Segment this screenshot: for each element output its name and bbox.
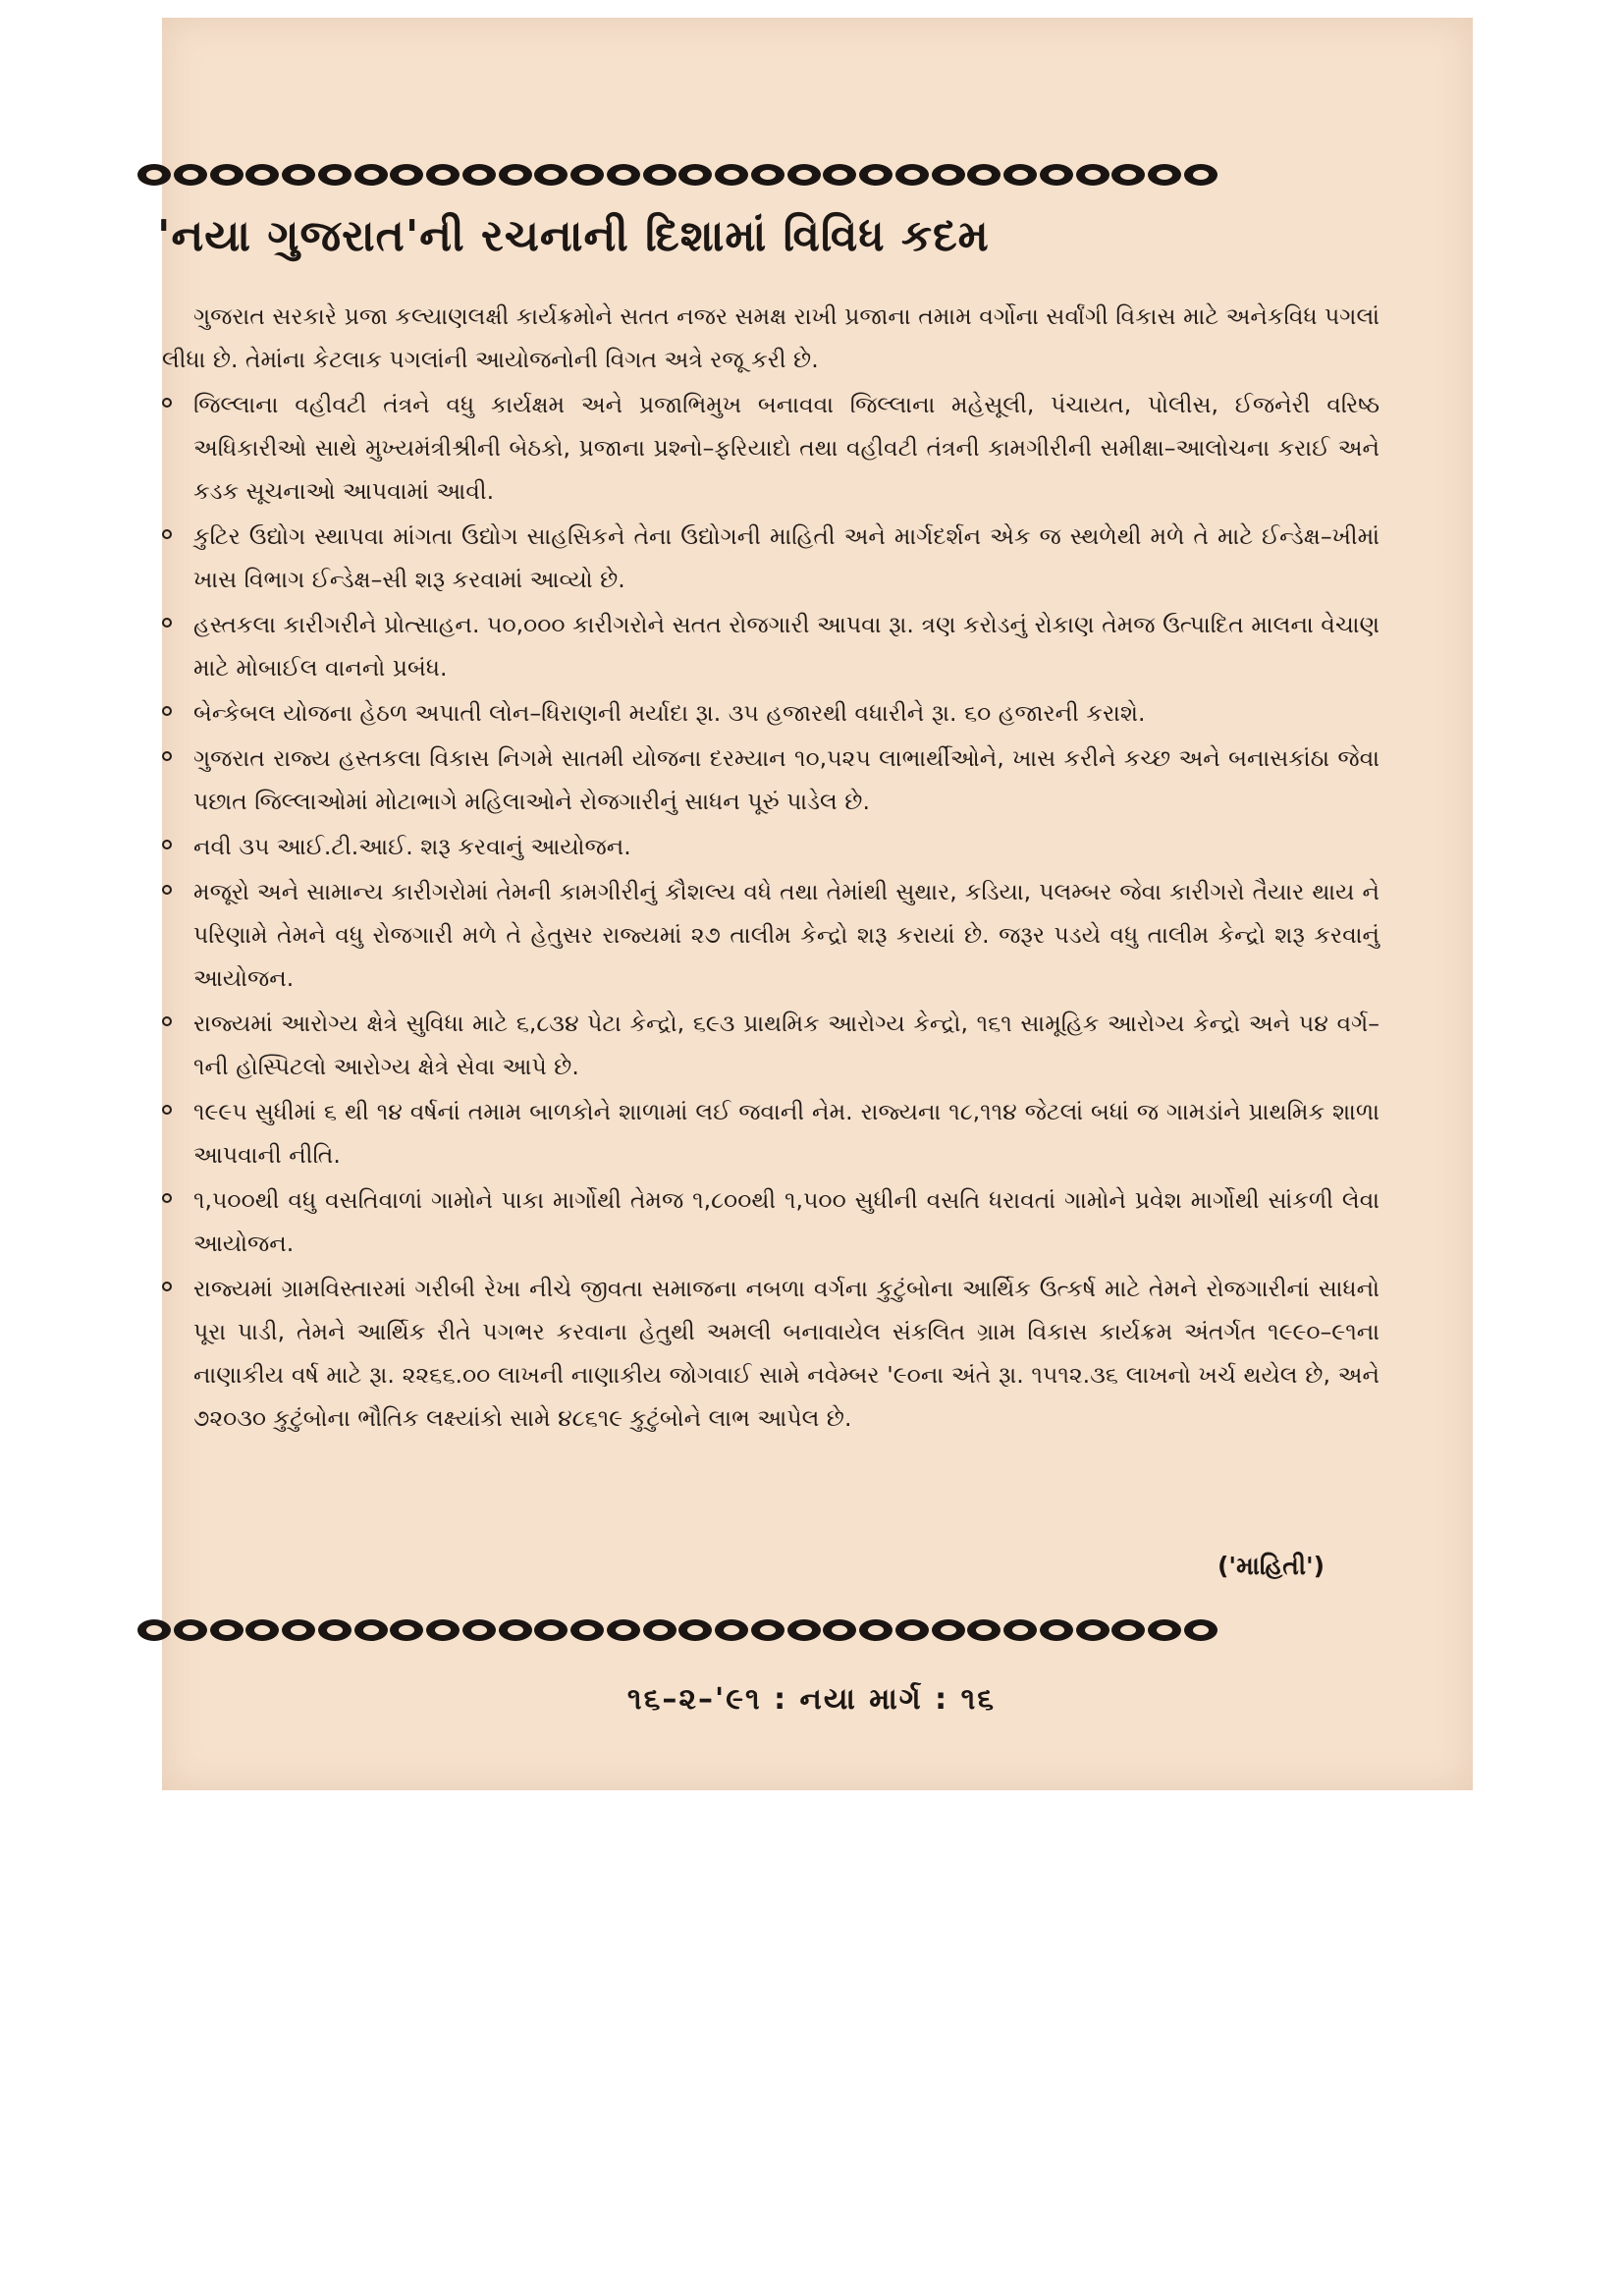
bullet-icon bbox=[162, 398, 172, 408]
bullet-icon bbox=[162, 1016, 172, 1026]
page-footer: ૧૬–૨–'૯૧ : નયા માર્ગ : ૧૬ bbox=[626, 1682, 997, 1717]
list-item: કુટિર ઉદ્યોગ સ્થાપવા માંગતા ઉદ્યોગ સાહસિકને તેના ઉદ્યોગની માહિતી અને માર્ગદર્શન એક જ સ્થળેથી મળે તે માટે ઈન્ડેક્ષ–ખીમાં ખાસ વિભાગ ઈન્ડેક્ષ–સી શરૂ કરવામાં આવ્યો છે. bbox=[162, 515, 1380, 601]
bullet-icon bbox=[162, 1105, 172, 1115]
bullet-icon bbox=[162, 1193, 172, 1203]
bullet-icon bbox=[162, 529, 172, 539]
bullet-icon bbox=[162, 840, 172, 849]
source-credit: ('માહિતી') bbox=[1217, 1552, 1325, 1580]
list-item: મજૂરો અને સામાન્ય કારીગરોમાં તેમની કામગીરીનું કૌશલ્ય વધે તથા તેમાંથી સુથાર, કડિયા, પલમ્બર જેવા કારીગરો તૈયાર થાય ને પરિણામે તેમને વધુ રોજગારી મળે તે હેતુસર રાજ્યમાં ૨૭ તાલીમ કેન્દ્રો શરૂ કરાયાં છે. જરૂર પડયે વધુ તાલીમ કેન્દ્રો શરૂ કરવાનું આયોજન. bbox=[162, 870, 1380, 1000]
article-items-list bbox=[162, 383, 1380, 1440]
top-ornamental-border bbox=[137, 152, 1217, 197]
bullet-icon bbox=[162, 885, 172, 895]
article-intro: ગુજરાત સરકારે પ્રજા કલ્યાણલક્ષી કાર્યક્રમોને સતત નજર સમક્ષ રાખી પ્રજાના તમામ વર્ગોના સર્વાંગી વિકાસ માટે અનેકવિધ પગલાં લીધા છે. તેમાંના કેટલાક પગલાંની આયોજનોની વિગત અત્રે રજૂ કરી છે. bbox=[162, 302, 1380, 373]
article-title: 'નયા ગુજરાત'ની રચનાની દિશામાં વિવિધ કદમ bbox=[157, 211, 990, 261]
bullet-icon bbox=[162, 751, 172, 761]
list-item: ૧,૫૦૦થી વધુ વસતિવાળાં ગામોને પાકા માર્ગોથી તેમજ ૧,૮૦૦થી ૧,૫૦૦ સુધીની વસતિ ધરાવતાં ગામોને પ્રવેશ માર્ગોથી સાંકળી લેવા આયોજન. bbox=[162, 1178, 1380, 1265]
list-item: ગુજરાત રાજ્ય હસ્તકલા વિકાસ નિગમે સાતમી યોજના દરમ્યાન ૧૦,૫૨૫ લાભાર્થીઓને, ખાસ કરીને કચ્છ અને બનાસકાંઠા જેવા પછાત જિલ્લાઓમાં મોટાભાગે મહિલાઓને રોજગારીનું સાધન પૂરું પાડેલ છે. bbox=[162, 737, 1380, 823]
list-item: ૧૯૯૫ સુધીમાં ૬ થી ૧૪ વર્ષનાં તમામ બાળકોને શાળામાં લઈ જવાની નેમ. રાજ્યના ૧૮,૧૧૪ જેટલાં બધાં જ ગામડાંને પ્રાથમિક શાળા આપવાની નીતિ. bbox=[162, 1090, 1380, 1176]
list-item: રાજ્યમાં આરોગ્ય ક્ષેત્રે સુવિધા માટે ૬,૮૩૪ પેટા કેન્દ્રો, ૬૯૩ પ્રાથમિક આરોગ્ય કેન્દ્રો, ૧૬૧ સામૂહિક આરોગ્ય કેન્દ્રો અને ૫૪ વર્ગ–૧ની હોસ્પિટલો આરોગ્ય ક્ષેત્રે સેવા આપે છે. bbox=[162, 1002, 1380, 1088]
list-item: હસ્તકલા કારીગરીને પ્રોત્સાહન. ૫૦,૦૦૦ કારીગરોને સતત રોજગારી આપવા રૂા. ત્રણ કરોડનું રોકાણ તેમજ ઉત્પાદિત માલના વેચાણ માટે મોબાઈલ વાનનો પ્રબંધ. bbox=[162, 603, 1380, 689]
bullet-icon bbox=[162, 1282, 172, 1291]
article-body bbox=[162, 295, 1380, 1442]
list-item: જિલ્લાના વહીવટી તંત્રને વધુ કાર્યક્ષમ અને પ્રજાભિમુખ બનાવવા જિલ્લાના મહેસૂલી, પંચાયત, પોલીસ, ઈજનેરી વરિષ્ઠ અધિકારીઓ સાથે મુખ્યમંત્રીશ્રીની બેઠકો, પ્રજાના પ્રશ્નો–ફરિયાદો તથા વહીવટી તંત્રની કામગીરીની સમીક્ષા–આલોચના કરાઈ અને કડક સૂચનાઓ આપવામાં આવી. bbox=[162, 383, 1380, 513]
bullet-icon bbox=[162, 706, 172, 716]
bottom-ornamental-border bbox=[137, 1608, 1217, 1653]
list-item: બેન્કેબલ યોજના હેઠળ અપાતી લોન–ધિરાણની મર્યાદા રૂા. ૩૫ હજારથી વધારીને રૂા. ૬૦ હજારની કરાશે. bbox=[162, 691, 1380, 735]
bullet-icon bbox=[162, 618, 172, 628]
list-item: રાજ્યમાં ગ્રામવિસ્તારમાં ગરીબી રેખા નીચે જીવતા સમાજના નબળા વર્ગના કુટુંબોના આર્થિક ઉત્કર્ષ માટે તેમને રોજગારીનાં સાધનો પૂરા પાડી, તેમને આર્થિક રીતે પગભર કરવાના હેતુથી અમલી બનાવાયેલ સંકલિત ગ્રામ વિકાસ કાર્યક્રમ અંતર્ગત ૧૯૯૦–૯૧ના નાણાકીય વર્ષ માટે રૂા. ૨૨૬૬.૦૦ લાખની નાણાકીય જોગવાઈ સામે નવેમ્બર '૯૦ના અંતે રૂા. ૧૫૧૨.૩૬ લાખનો ખર્ચ થયેલ છે, અને ૭૨૦૩૦ કુટુંબોના ભૌતિક લક્ષ્યાંકો સામે ૪૮૬૧૯ કુટુંબોને લાભ આપેલ છે. bbox=[162, 1267, 1380, 1440]
list-item: નવી ૩૫ આઈ.ટી.આઈ. શરૂ કરવાનું આયોજન. bbox=[162, 825, 1380, 868]
